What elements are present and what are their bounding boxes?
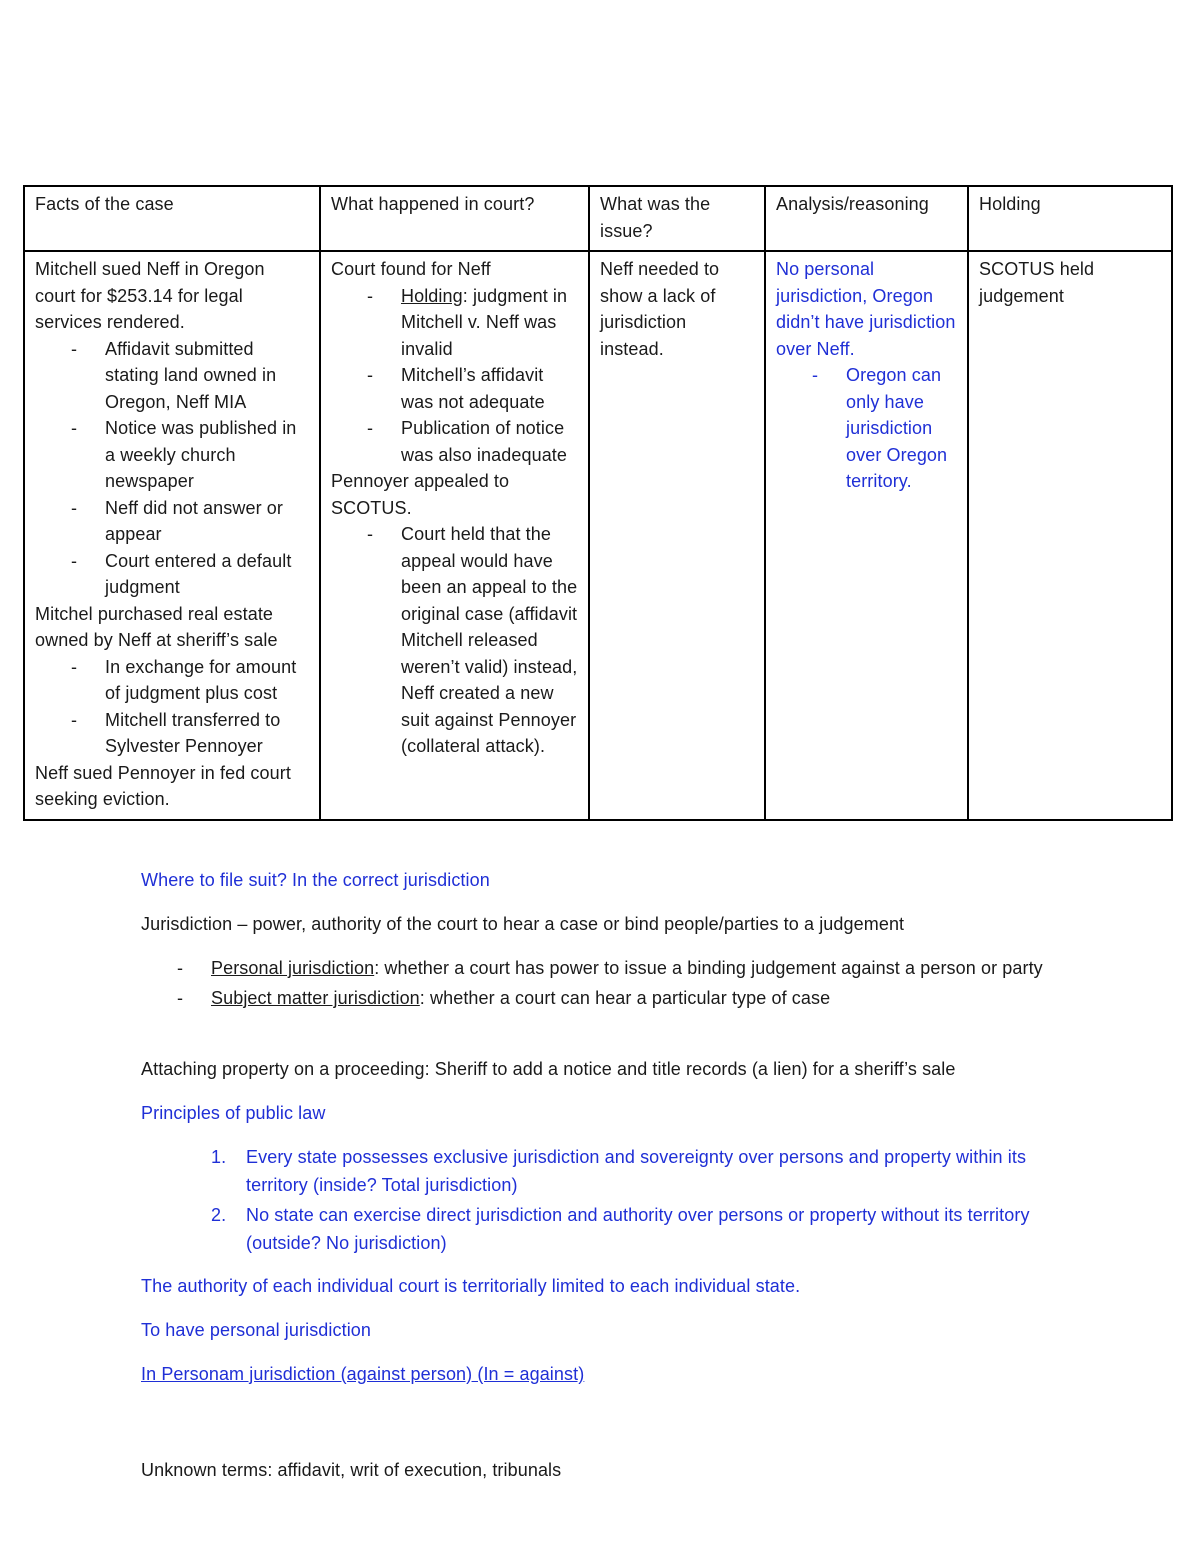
principle-text: No state can exercise direct jurisdiction and authority over persons or property without its territory (outside? No jurisdiction) [246, 1205, 1030, 1253]
court-cell [320, 251, 589, 820]
personal-jurisdiction-def: : whether a court has power to issue a binding judgement against a person or party [374, 958, 1043, 978]
analysis-cell [765, 251, 968, 820]
header-court: What happened in court? [320, 186, 589, 251]
where-to-file: Where to file suit? In the correct jurisdiction [141, 870, 490, 890]
facts-mid: Mitchel purchased real estate owned by Neff at sheriff’s sale [35, 603, 278, 650]
authority-statement: The authority of each individual court is territorially limited to each individual state. [141, 1276, 801, 1296]
holding-cell [968, 251, 1172, 820]
facts-intro: Mitchell sued Neff in Oregon court for $253.14 for legal services rendered. [35, 259, 265, 332]
holding-text: : judgment in Mitchell v. Neff was invalid [401, 285, 568, 359]
list-item [141, 984, 1061, 1012]
list-item: - Neff did not answer or appear [35, 495, 309, 548]
in-personam-jurisdiction: In Personam jurisdiction (against person) (In = against) [141, 1364, 585, 1384]
list-item: - Publication of notice was also inadequate [331, 415, 578, 468]
case-brief-table [23, 185, 1173, 821]
attaching-property: Attaching property on a proceeding: Sheriff to add a notice and title records (a lien) for a sheriff’s sale [141, 1059, 956, 1079]
table-row [24, 251, 1172, 820]
principles-title: Principles of public law [141, 1103, 326, 1123]
list-item: - Court held that the appeal would have been an appeal to the original case (affidavit Mitchell released weren’t valid) instead, Neff created a new suit against Pennoyer (collateral attack). [331, 521, 578, 760]
list-item [141, 1143, 1061, 1199]
principles-block [141, 1099, 1061, 1257]
unknown-terms-block [141, 1456, 1061, 1484]
to-have-block [141, 1316, 1061, 1344]
court-appeal: Pennoyer appealed to SCOTUS. [331, 471, 510, 518]
to-have-personal-jurisdiction: To have personal jurisdiction [141, 1320, 372, 1340]
list-item [331, 283, 578, 363]
list-number: 1. [211, 1147, 227, 1167]
header-facts: Facts of the case [24, 186, 320, 251]
issue-cell [589, 251, 765, 820]
notes-section [141, 866, 1061, 894]
facts-cell [24, 251, 320, 820]
list-item: - Court entered a default judgment [35, 548, 309, 601]
court-intro: Court found for Neff [331, 259, 491, 279]
list-item: - Notice was published in a weekly church newspaper [35, 415, 309, 495]
list-item: - In exchange for amount of judgment plus cost [35, 654, 309, 707]
principle-text: Every state possesses exclusive jurisdiction and sovereignty over persons and property within its territory (inside? Total jurisdiction) [246, 1147, 1027, 1195]
list-item: - Oregon can only have jurisdiction over Oregon territory. [776, 362, 957, 495]
holding-label: Holding [401, 285, 463, 306]
list-item [141, 1201, 1061, 1257]
in-personam-block [141, 1360, 1061, 1388]
list-item: - Mitchell’s affidavit was not adequate [331, 362, 578, 415]
jurisdiction-block [141, 910, 1061, 1012]
header-analysis: Analysis/reasoning [765, 186, 968, 251]
facts-list-2 [35, 654, 309, 760]
facts-list [35, 336, 309, 601]
holding-value: SCOTUS held judgement [979, 259, 1095, 306]
table-header-row [24, 186, 1172, 251]
jurisdiction-definition: Jurisdiction – power, authority of the court to hear a case or bind people/parties to a judgement [141, 914, 905, 934]
authority-block [141, 1272, 1061, 1300]
court-list-2 [331, 521, 578, 760]
principles-list [141, 1143, 1061, 1257]
court-list [331, 283, 578, 469]
list-item: - Mitchell transferred to Sylvester Pennoyer [35, 707, 309, 760]
facts-end: Neff sued Pennoyer in fed court seeking eviction. [35, 762, 291, 809]
subject-matter-def: : whether a court can hear a particular type of case [419, 988, 831, 1008]
analysis-list [776, 362, 957, 495]
list-number: 2. [211, 1205, 227, 1225]
personal-jurisdiction-term: Personal jurisdiction [211, 958, 375, 978]
attaching-block [141, 1055, 1061, 1083]
issue-text: Neff needed to show a lack of jurisdiction instead. [600, 259, 720, 359]
jurisdiction-types [141, 954, 1061, 1012]
list-item: - Affidavit submitted stating land owned in Oregon, Neff MIA [35, 336, 309, 416]
subject-matter-term: Subject matter jurisdiction [211, 988, 420, 1008]
header-issue: What was the issue? [589, 186, 765, 251]
analysis-text: No personal jurisdiction, Oregon didn’t have jurisdiction over Neff. [776, 259, 956, 359]
unknown-terms: Unknown terms: affidavit, writ of execution, tribunals [141, 1460, 562, 1480]
header-holding: Holding [968, 186, 1172, 251]
list-item [141, 954, 1061, 982]
